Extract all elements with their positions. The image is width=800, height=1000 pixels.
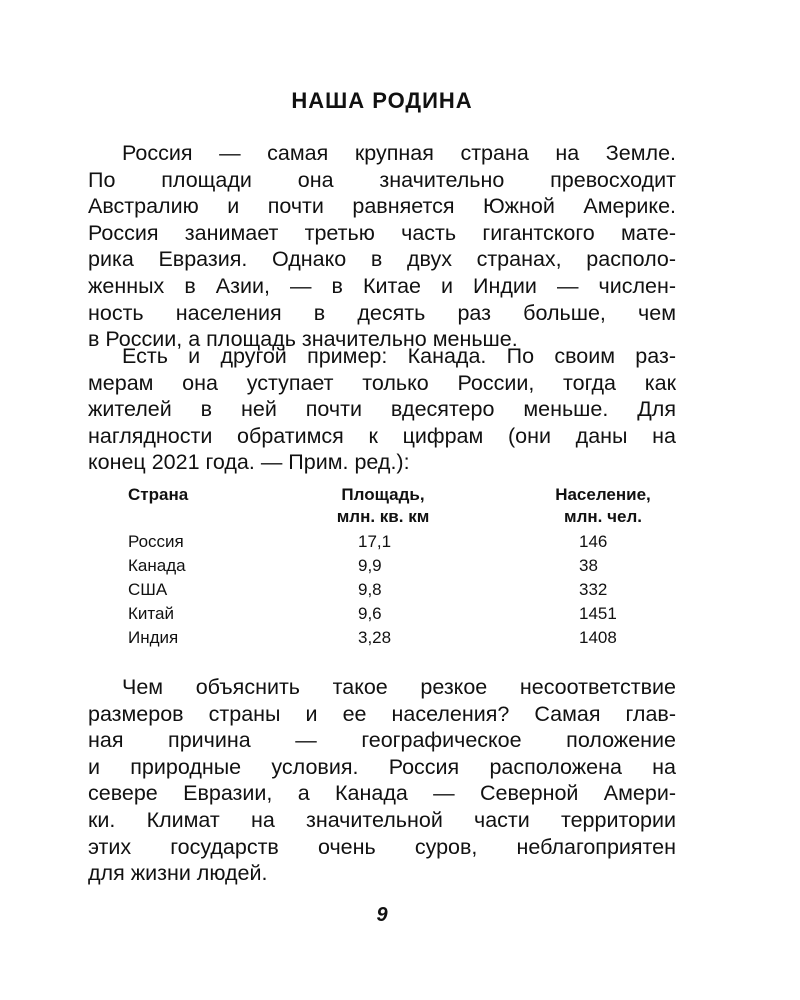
table-header-area xyxy=(318,484,448,528)
cell-area: 3,28 xyxy=(358,628,392,647)
text-line: севере Евразии, а Канада — Северной Амери- xyxy=(88,781,676,806)
text-line: мерам она уступает только России, тогда как xyxy=(88,370,676,395)
table-header-country xyxy=(128,484,188,506)
paragraph-3 xyxy=(88,674,676,887)
cell-area: 9,9 xyxy=(358,556,382,575)
text-line: в России, а площадь значительно меньше. xyxy=(88,327,518,352)
cell-country: Россия xyxy=(128,532,184,551)
cell-population: 146 xyxy=(579,532,608,551)
text-line: этих государств очень суров, неблагоприятен xyxy=(88,834,676,859)
header-text: Страна xyxy=(128,485,189,504)
header-text: Площадь, xyxy=(341,485,425,504)
cell-population: 332 xyxy=(579,580,608,599)
table-row xyxy=(0,578,800,602)
cell-population: 1408 xyxy=(579,628,617,647)
table-row xyxy=(0,554,800,578)
text-line: ная причина — географическое положение xyxy=(88,728,676,753)
header-text: млн. кв. км xyxy=(336,507,430,526)
header-text: Население, xyxy=(555,485,651,504)
cell-country: Канада xyxy=(128,556,186,575)
text-line: Россия занимает третью часть гигантского мате- xyxy=(88,220,676,245)
cell-area: 17,1 xyxy=(358,532,392,551)
header-text: млн. чел. xyxy=(564,507,642,526)
text-line: Есть и другой пример: Канада. По своим раз- xyxy=(122,344,676,368)
cell-area: 9,6 xyxy=(358,604,382,623)
text-line: наглядности обратимся к цифрам (они даны на xyxy=(88,423,676,448)
page-title: НАША РОДИНА xyxy=(291,88,473,113)
text-line: для жизни людей. xyxy=(88,861,268,886)
table-row xyxy=(0,602,800,626)
table-row xyxy=(0,530,800,554)
cell-population: 1451 xyxy=(579,604,617,623)
text-line: размеров страны и ее населения? Самая глав- xyxy=(88,701,676,726)
cell-population: 38 xyxy=(579,556,598,575)
text-line: ки. Климат на значительной части территории xyxy=(88,807,676,832)
text-line: Чем объяснить такое резкое несоответствие xyxy=(122,675,676,699)
text-line: Австралию и почти равняется Южной Америке. xyxy=(88,194,676,219)
paragraph-2 xyxy=(88,343,676,476)
text-line: конец 2021 года. — Прим. ред.): xyxy=(88,450,410,475)
cell-country: Индия xyxy=(128,628,179,647)
paragraph-1 xyxy=(88,140,676,353)
cell-country: Китай xyxy=(128,604,174,623)
cell-country: США xyxy=(128,580,168,599)
text-line: и природные условия. Россия расположена на xyxy=(88,754,676,779)
text-line: ность населения в десять раз больше, чем xyxy=(88,300,676,325)
text-line: По площади она значительно превосходит xyxy=(88,167,676,192)
text-line: женных в Азии, — в Китае и Индии — числен- xyxy=(88,273,676,298)
text-line: рика Евразия. Однако в двух странах, располо- xyxy=(88,247,676,272)
table-header-population xyxy=(538,484,668,528)
page-number: 9 xyxy=(376,904,388,926)
table-row xyxy=(0,626,800,650)
cell-area: 9,8 xyxy=(358,580,382,599)
text-line: Россия — самая крупная страна на Земле. xyxy=(122,141,676,165)
text-line: жителей в ней почти вдесятеро меньше. Для xyxy=(88,397,676,422)
